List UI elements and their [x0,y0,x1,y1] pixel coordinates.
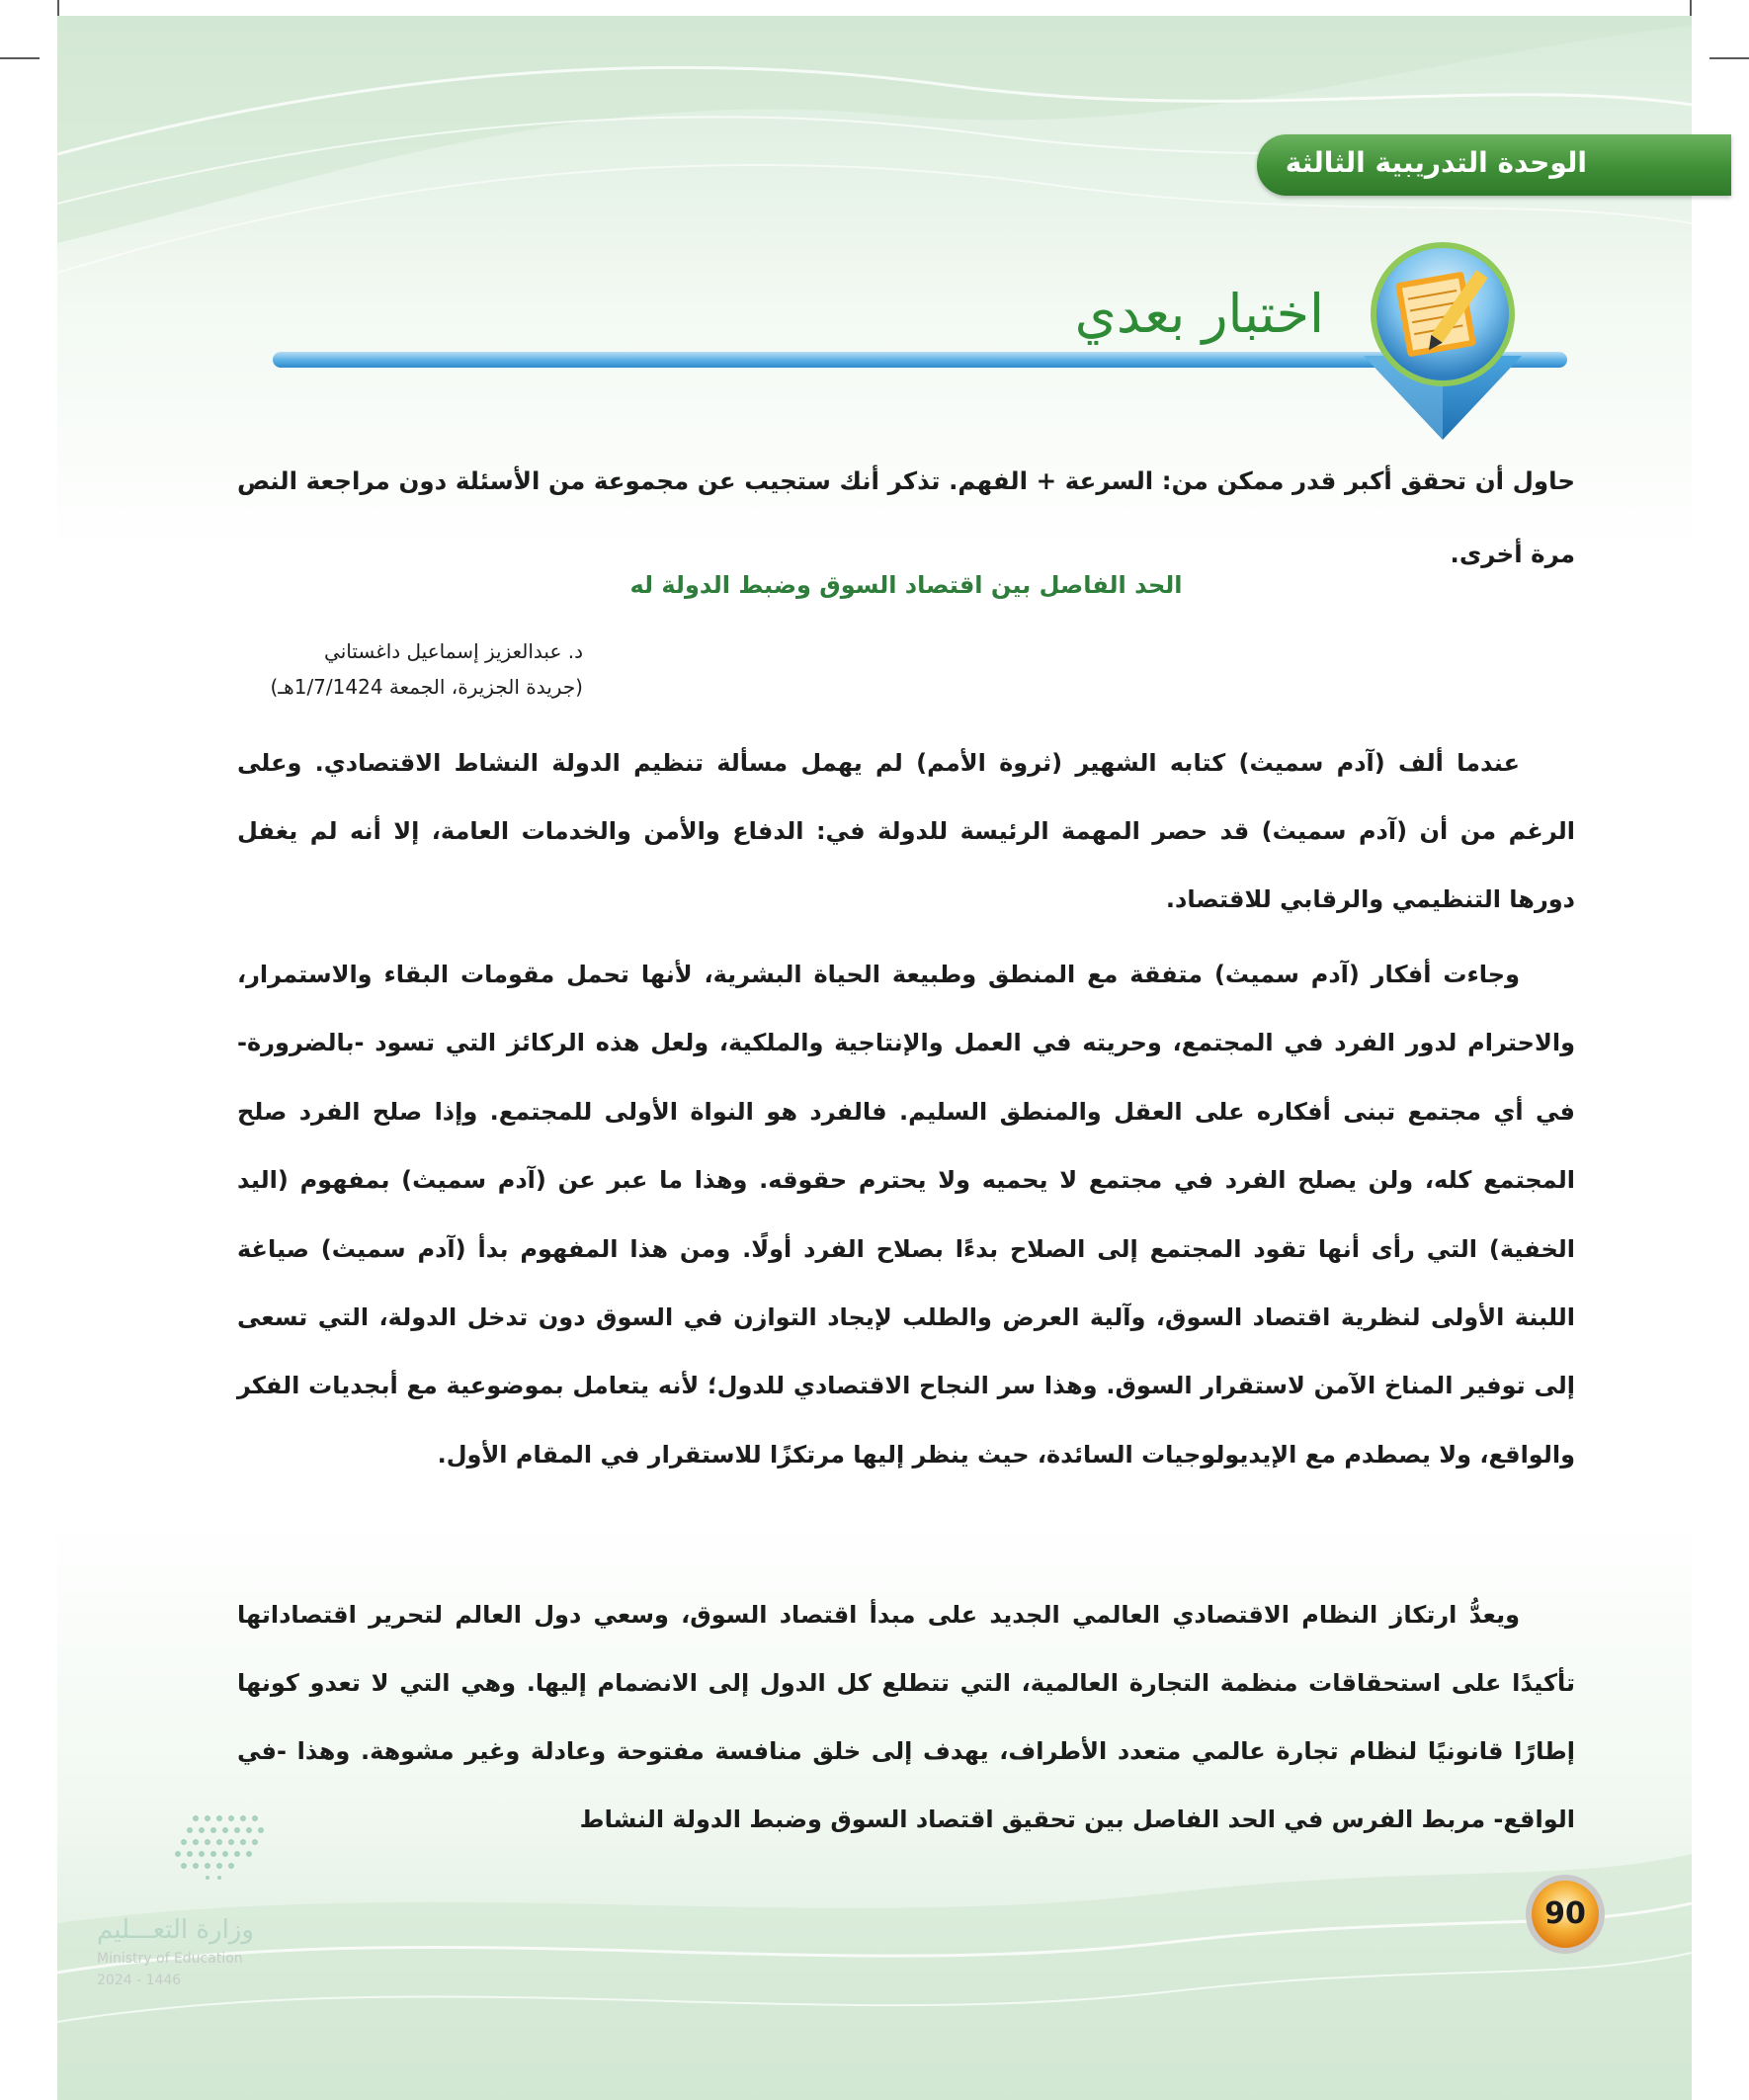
ministry-name-english: Ministry of Education [97,1951,243,1967]
ministry-name-arabic: وزارة التعـــليم [97,1915,254,1945]
paragraph-text: عندما ألف (آدم سميث) كتابه الشهير (ثروة الأمم) لم يهمل مسألة تنظيم الدولة النشاط الاقتصادي. وعلى الرغم من أن (آدم سميث) قد حصر المهمة الرئيسة للدولة في: الدفاع والأمن والخدمات العامة، إلا أنه لم يغفل دورها التنظيمي والرقابي للاقتصاد. [237,749,1575,913]
page-number: 90 [1544,1896,1586,1931]
article-paragraph [237,729,1575,934]
unit-tab-label: الوحدة التدريبية الثالثة [1285,146,1587,179]
article-title: الحد الفاصل بين اقتصاد السوق وضبط الدولة له [629,571,1183,599]
crop-mark [1709,57,1749,59]
article-paragraph [237,1581,1575,1854]
notebook-pencil-icon [1344,237,1541,445]
section-title: اختبار بعدي [1074,283,1324,345]
paragraph-text: ويعدُّ ارتكاز النظام الاقتصادي العالمي الجديد على مبدأ اقتصاد السوق، وسعي دول العالم لتحرير اقتصاداتها تأكيدًا على استحقاقات منظمة التجارة العالمية، التي تتطلع كل الدول إلى الانضمام إليها. وهي التي لا تعدو كونها إطارًا قانونيًا لنظام تجارة عالمي متعدد الأطراف، يهدف إلى خلق منافسة مفتوحة وعادلة وغير مشوهة. وهذا -في الواقع- مربط الفرس في الحد الفاصل بين تحقيق اقتصاد السوق وضبط الدولة النشاط [237,1601,1575,1833]
article-source: (جريدة الجزيرة، الجمعة 1/7/1424هـ) [270,675,583,699]
crop-mark [0,57,40,59]
intro-instructions: حاول أن تحقق أكبر قدر ممكن من: السرعة + الفهم. تذكر أنك ستجيب عن مجموعة من الأسئلة دون مراجعة النص مرة أخرى. [237,466,1575,568]
ministry-dots-icon [87,1808,285,1907]
edition-year: 2024 - 1446 [97,1973,182,1988]
article-paragraph [237,941,1575,1489]
unit-tab [1257,134,1731,196]
page-number-badge [1524,1873,1607,1956]
ministry-logo [87,1808,285,1996]
paragraph-text: وجاءت أفكار (آدم سميث) متفقة مع المنطق وطبيعة الحياة البشرية، لأنها تحمل مقومات البقاء والاستمرار، والاحترام لدور الفرد في المجتمع، وحريته في العمل والإنتاجية والملكية، ولعل هذه الركائز التي تسود -بالضرورة- في أي مجتمع تبنى أفكاره على العقل والمنطق السليم. فالفرد هو النواة الأولى للمجتمع. وإذا صلح الفرد صلح المجتمع كله، ولن يصلح الفرد في مجتمع لا يحميه ولا يحترم حقوقه. وهذا ما عبر عن (آدم سميث) بمفهوم (اليد الخفية) التي رأى أنها تقود المجتمع إلى الصلاح بدءًا بصلاح الفرد أولًا. ومن هذا المفهوم بدأ (آدم سميث) صياغة اللبنة الأولى لنظرية اقتصاد السوق، وآلية العرض والطلب لإيجاد التوازن في السوق دون تدخل الدولة، التي تسعى إلى توفير المناخ الآمن لاستقرار السوق. وهذا سر النجاح الاقتصادي للدول؛ لأنه يتعامل بموضوعية مع أبجديات الفكر والواقع، ولا يصطدم مع الإيديولوجيات السائدة، حيث ينظر إليها مرتكزًا للاستقرار في المقام الأول. [237,961,1575,1469]
article-author: د. عبدالعزيز إسماعيل داغستاني [324,639,583,663]
